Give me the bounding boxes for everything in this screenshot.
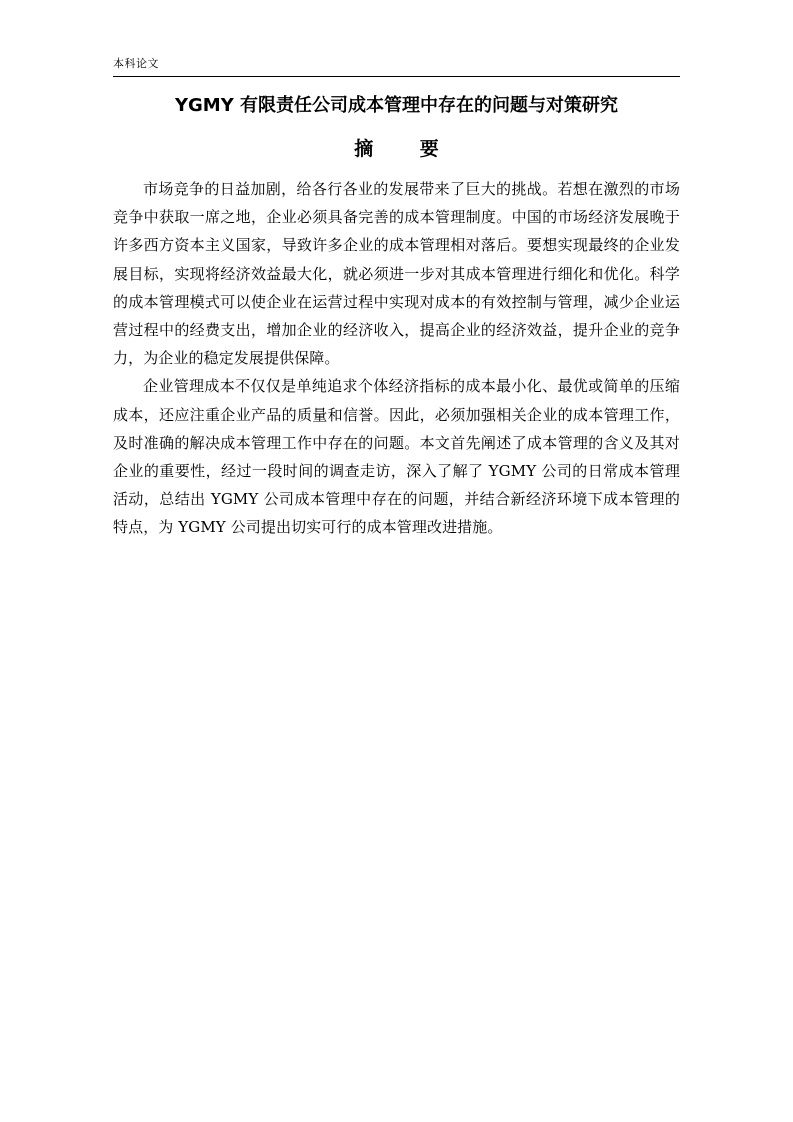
abstract-heading: 摘 要	[354, 138, 459, 160]
abstract-paragraph: 企业管理成本不仅仅是单纯追求个体经济指标的成本最小化、最优或简单的压缩成本，还应注重企业产品的质量和信誉。因此，必须加强相关企业的成本管理工作，及时准确的解决成本管理工作中存在的问题。本文首先阐述了成本管理的含义及其对企业的重要性，经过一段时间的调查走访，深入了解了 YGMY 公司的日常成本管理活动，总结出 YGMY 公司成本管理中存在的问题，并结合新经济环境下成本管理的特点，为 YGMY 公司提出切实可行的成本管理改进措施。	[113, 377, 680, 537]
abstract-paragraph: 市场竞争的日益加剧，给各行各业的发展带来了巨大的挑战。若想在激烈的市场竞争中获取一席之地，企业必须具备完善的成本管理制度。中国的市场经济发展晚于许多西方资本主义国家，导致许多企业的成本管理相对落后。要想实现最终的企业发展目标，实现将经济效益最大化，就必须进一步对其成本管理进行细化和优化。科学的成本管理模式可以使企业在运营过程中实现对成本的有效控制与管理，减少企业运营过程中的经费支出，增加企业的经济收入，提高企业的经济效益，提升企业的竞争力，为企业的稳定发展提供保障。	[113, 180, 680, 368]
running-header: 本科论文	[113, 57, 159, 70]
abstract-body	[113, 175, 680, 542]
paper-title: YGMY 有限责任公司成本管理中存在的问题与对策研究	[174, 95, 619, 116]
header-rule	[113, 76, 680, 77]
